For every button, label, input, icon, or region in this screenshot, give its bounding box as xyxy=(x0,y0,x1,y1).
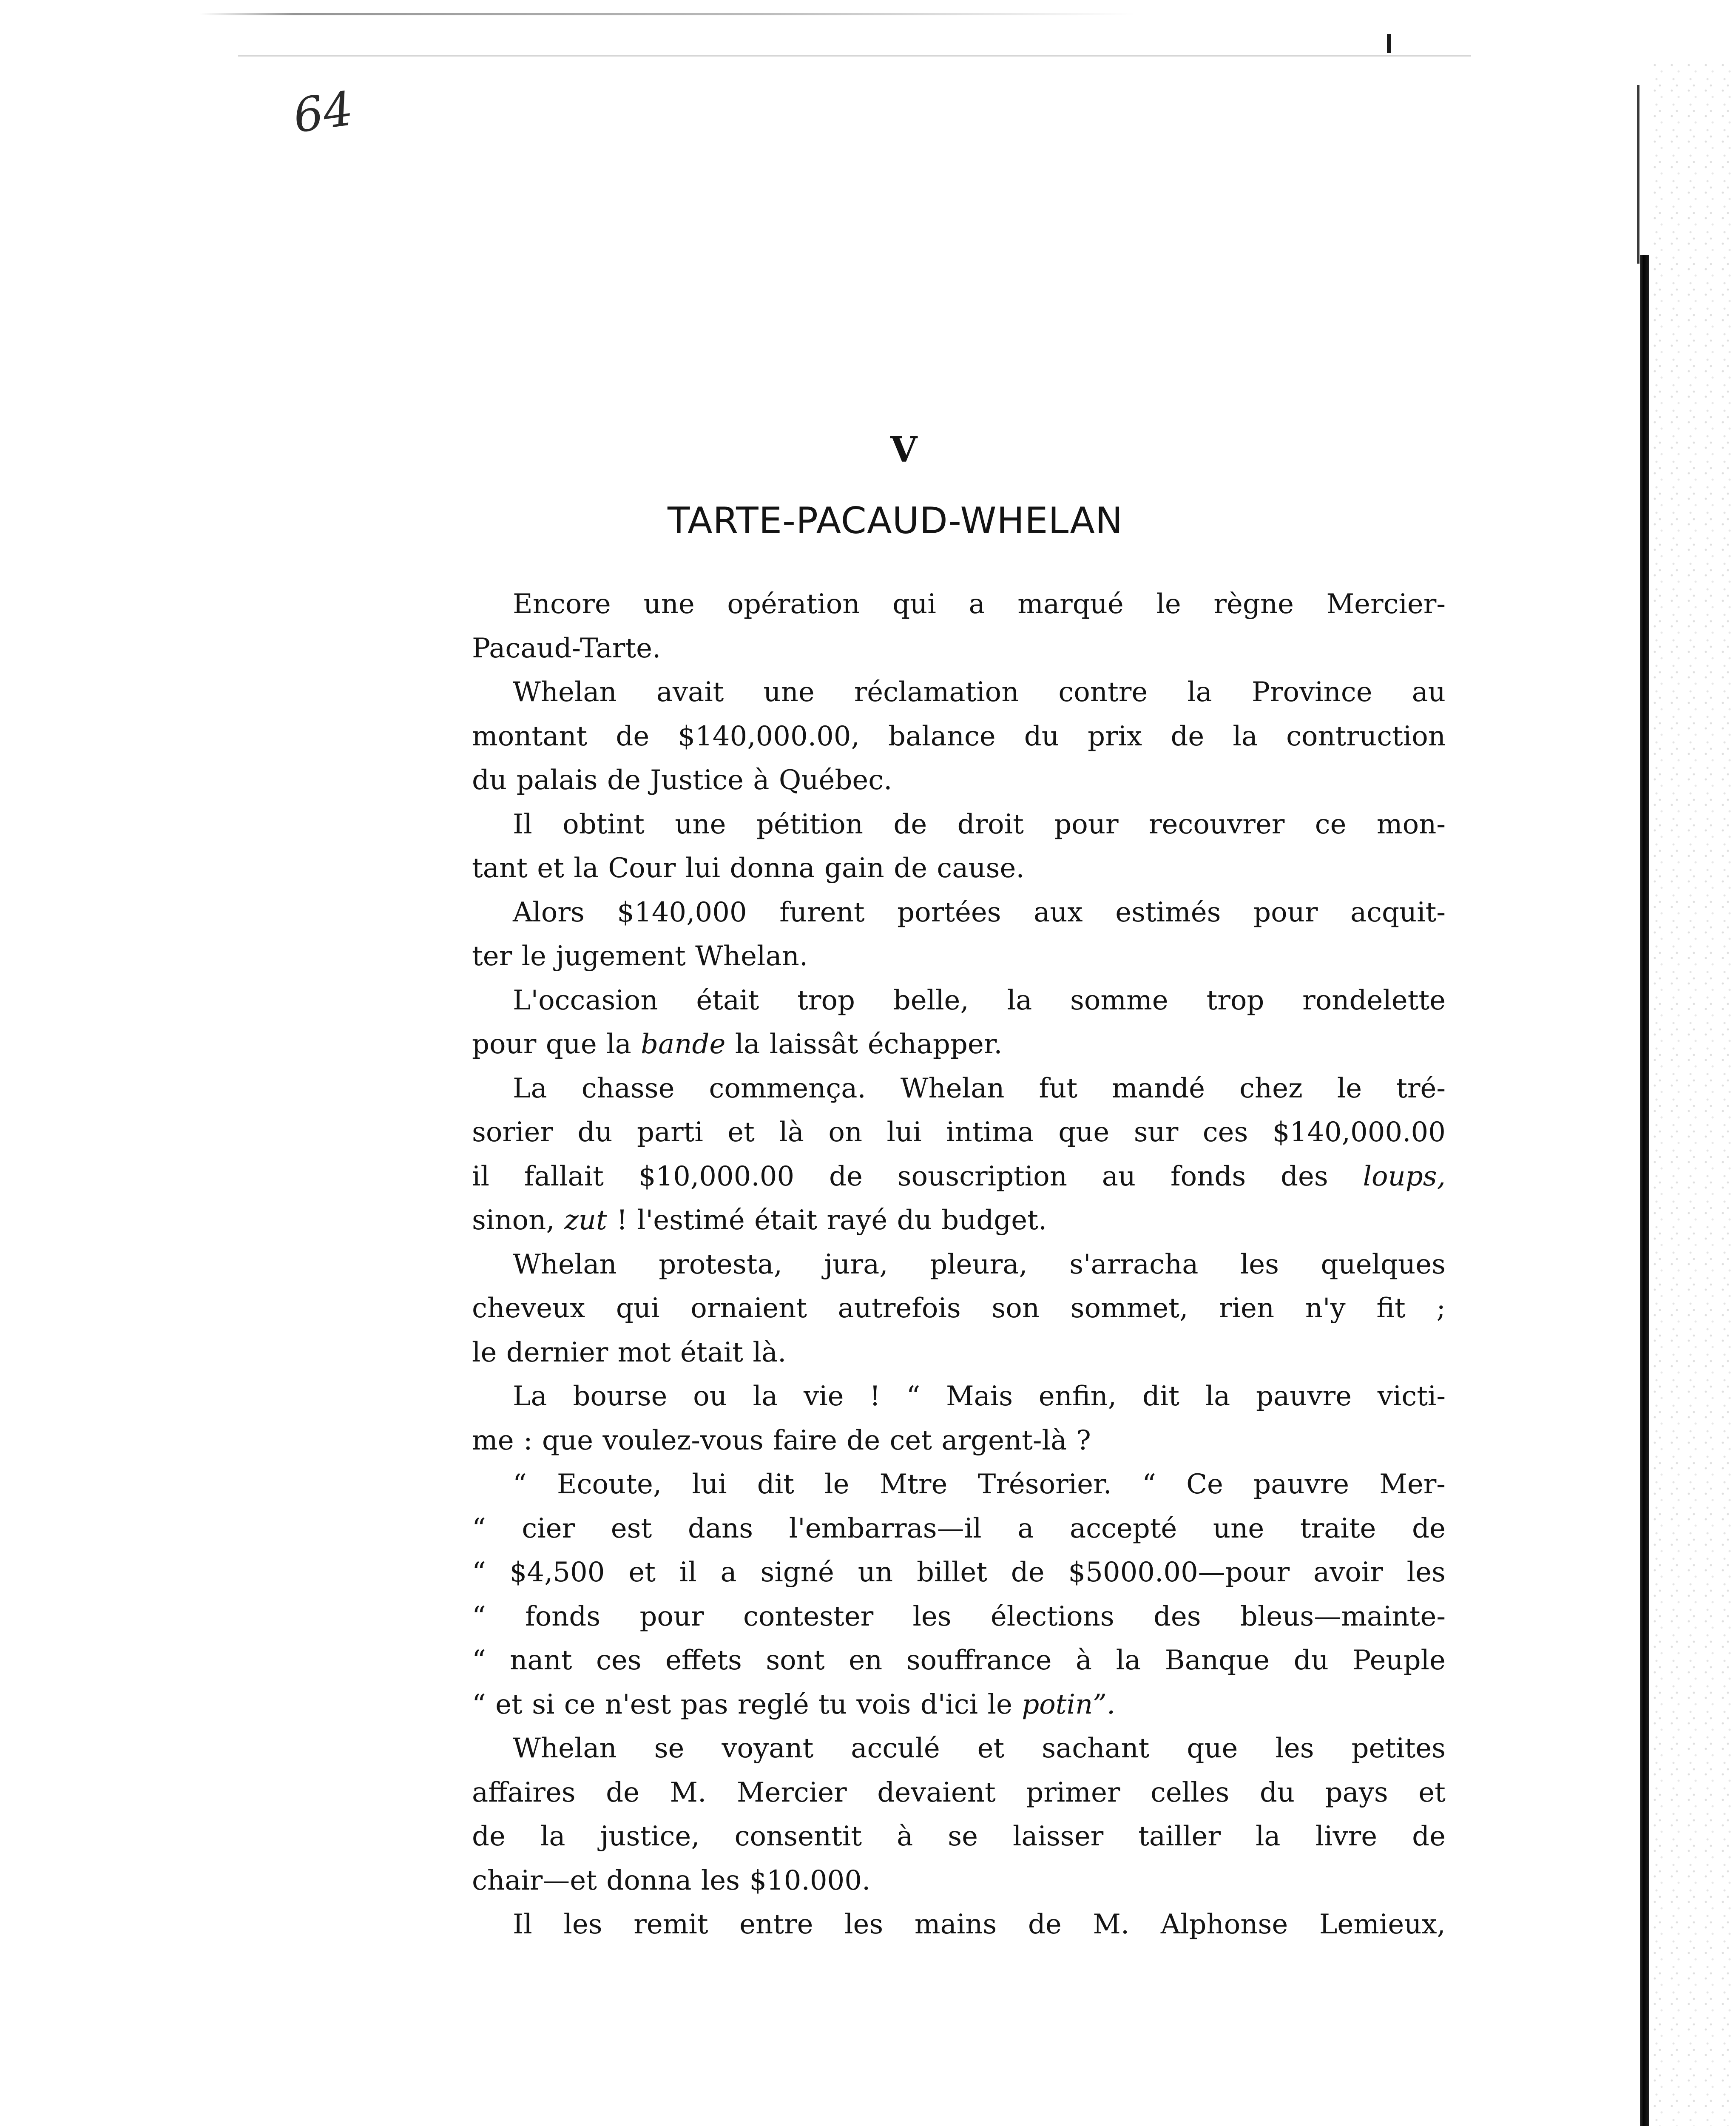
text-line: “ cier est dans l'embarras—il a accepté une traite de xyxy=(472,1512,1446,1544)
scan-binding-edge-upper xyxy=(1637,85,1639,264)
scan-artifact-mark xyxy=(1387,34,1391,53)
text-line: “ et si ce n'est pas reglé tu vois d'ici le potin”. xyxy=(472,1688,1116,1720)
text-line: affaires de M. Mercier devaient primer celles du pays et xyxy=(472,1776,1446,1808)
text-line: Whelan se voyant acculé et sachant que les petites xyxy=(513,1733,1446,1764)
text-line: il fallait $10,000.00 de souscription au fonds des loups, xyxy=(472,1160,1446,1192)
text-line: Il obtint une pétition de droit pour recouvrer ce mon- xyxy=(513,808,1446,840)
scan-artifact-top xyxy=(200,13,1135,15)
text-line: me : que voulez-vous faire de cet argent-là ? xyxy=(472,1424,1091,1456)
text-line: tant et la Cour lui donna gain de cause. xyxy=(472,853,1025,884)
text-line: sinon, zut ! l'estimé était rayé du budget. xyxy=(472,1205,1047,1236)
text-line: “ Ecoute, lui dit le Mtre Trésorier. “ Ce pauvre Mer- xyxy=(513,1469,1446,1500)
handwritten-page-number: 64 xyxy=(290,81,357,144)
chapter-number: V xyxy=(890,429,918,470)
scan-edge-noise xyxy=(1650,64,1736,2126)
text-line: sorier du parti et là on lui intima que sur ces $140,000.00 xyxy=(472,1117,1446,1148)
text-line: “ fonds pour contester les élections des bleus—mainte- xyxy=(472,1600,1446,1632)
text-line: La bourse ou la vie ! “ Mais enfin, dit la pauvre victi- xyxy=(513,1381,1446,1412)
text-line: montant de $140,000.00, balance du prix de la contruction xyxy=(472,720,1446,752)
text-line: le dernier mot était là. xyxy=(472,1336,787,1368)
text-line: L'occasion était trop belle, la somme trop rondelette xyxy=(513,984,1446,1016)
text-line: pour que la bande la laissât échapper. xyxy=(472,1029,1003,1060)
body-text xyxy=(472,583,1446,1947)
chapter-title: TARTE-PACAUD-WHELAN xyxy=(668,500,1123,542)
text-line: Il les remit entre les mains de M. Alphonse Lemieux, xyxy=(513,1909,1446,1940)
scan-artifact-rule xyxy=(238,55,1471,57)
text-line: de la justice, consentit à se laisser tailler la livre de xyxy=(472,1821,1446,1852)
scan-binding-edge xyxy=(1640,255,1649,2126)
text-line: “ nant ces effets sont en souffrance à la Banque du Peuple xyxy=(472,1645,1446,1676)
text-line: Alors $140,000 furent portées aux estimés pour acquit- xyxy=(513,896,1446,928)
text-line: du palais de Justice à Québec. xyxy=(472,765,892,796)
text-line: “ $4,500 et il a signé un billet de $5000.00—pour avoir les xyxy=(472,1557,1446,1588)
text-line: Whelan protesta, jura, pleura, s'arracha les quelques xyxy=(513,1248,1446,1280)
text-line: cheveux qui ornaient autrefois son sommet, rien n'y fit ; xyxy=(472,1293,1446,1324)
text-line: La chasse commença. Whelan fut mandé chez le tré- xyxy=(513,1072,1446,1104)
text-line: Encore une opération qui a marqué le règne Mercier- xyxy=(513,588,1446,620)
text-line: Pacaud-Tarte. xyxy=(472,632,661,664)
text-line: ter le jugement Whelan. xyxy=(472,941,808,972)
text-line: chair—et donna les $10.000. xyxy=(472,1865,871,1896)
text-line: Whelan avait une réclamation contre la Province au xyxy=(513,676,1446,708)
